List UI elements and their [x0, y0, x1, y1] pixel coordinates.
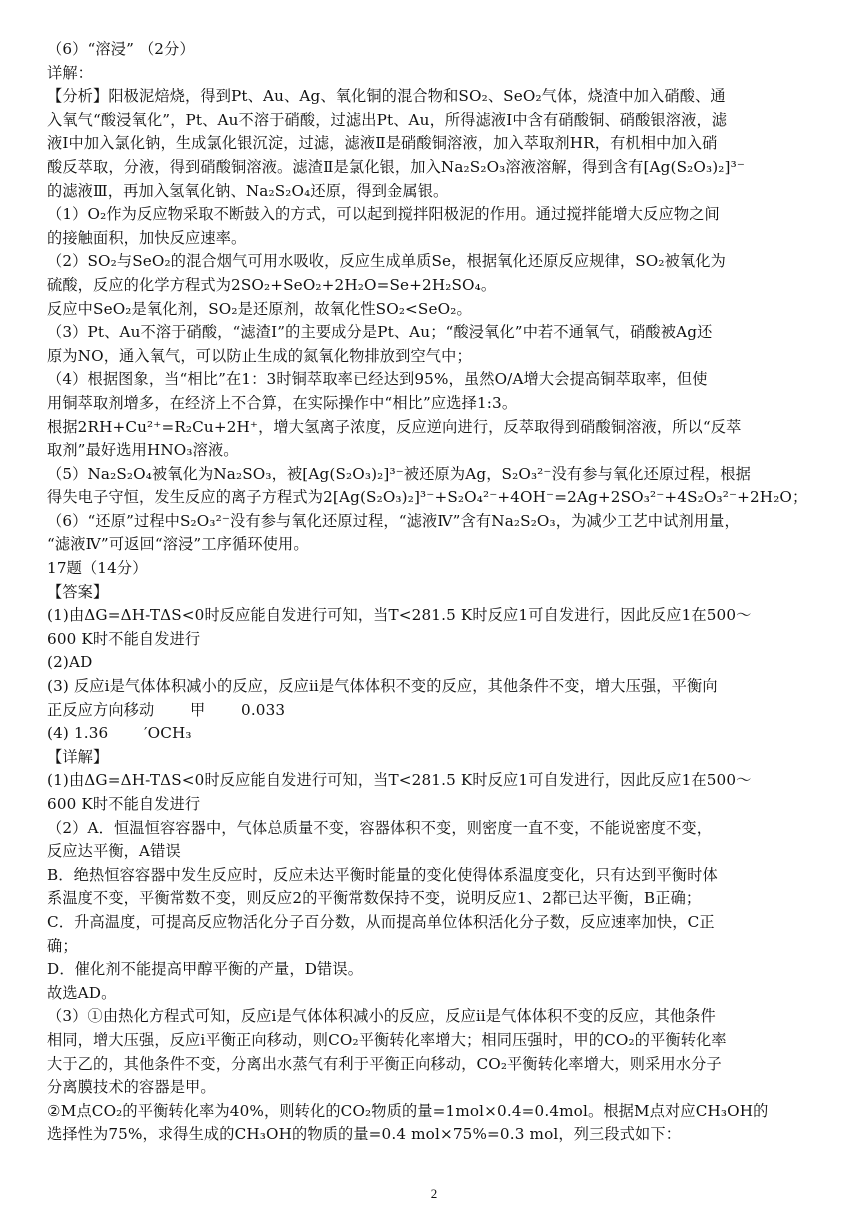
text-line: “滤液Ⅳ”可返回“溶浸”工序循环使用。: [47, 535, 309, 554]
text-line: 硫酸，反应的化学方程式为2SO₂+SeO₂+2H₂O=Se+2H₂SO₄。: [47, 275, 497, 294]
text-line: （1）O₂作为反应物采取不断鼓入的方式，可以起到搅拌阳极泥的作用。通过搅拌能增大反应物之间: [47, 205, 720, 224]
text-line: 17题（14分）: [47, 559, 148, 578]
text-line: 根据2RH+Cu²⁺=R₂Cu+2H⁺，增大氢离子浓度，反应逆向进行，反萃取得到硝酸铜溶液，所以“反萃: [47, 417, 742, 436]
text-line: 的滤液Ⅲ，再加入氢氧化钠、Na₂S₂O₄还原，得到金属银。: [47, 181, 449, 200]
text-line: 原为NO，通入氧气，可以防止生成的氮氧化物排放到空气中；: [47, 346, 472, 365]
text-line: 确；: [47, 936, 78, 955]
text-line: 大于乙的，其他条件不变，分离出水蒸气有利于平衡正向移动，CO₂平衡转化率增大，则采用水分子: [47, 1054, 722, 1073]
text-line: （6）“溶浸” （2分）: [47, 40, 195, 58]
text-line: (1)由ΔG=ΔH-TΔS<0时反应能自发进行可知，当T<281.5 K时反应1可自发进行，因此反应1在500～: [47, 771, 752, 790]
text-line: (3) 反应ⅰ是气体体积减小的反应，反应ⅱ是气体体积不变的反应，其他条件不变，增大压强，平衡向: [47, 677, 718, 696]
text-line: 反应达平衡，A错误: [47, 842, 181, 861]
document-body: [47, 38, 827, 1147]
text-line: 取剂”最好选用HNO₃溶液。: [47, 441, 239, 460]
text-line: 【分析】阳极泥焙烧，得到Pt、Au、Ag、氧化铜的混合物和SO₂、SeO₂气体，烧渣中加入硝酸、通: [47, 87, 726, 106]
text-line: C．升高温度，可提高反应物活化分子百分数，从而提高单位体积活化分子数，反应速率加快，C正: [47, 912, 715, 931]
text-line: 【答案】: [47, 582, 109, 601]
text-line: D．催化剂不能提高甲醇平衡的产量，D错误。: [47, 960, 364, 979]
text-line: （2）SO₂与SeO₂的混合烟气可用水吸收，反应生成单质Se，根据氧化还原反应规律，SO₂被氧化为: [47, 252, 726, 271]
text-line: （5）Na₂S₂O₄被氧化为Na₂SO₃，被[Ag(S₂O₃)₂]³⁻被还原为Ag，S₂O₃²⁻没有参与氧化还原过程，根据: [47, 464, 751, 483]
text-line: 分离膜技术的容器是甲。: [47, 1078, 216, 1097]
text-line: 600 K时不能自发进行: [47, 629, 201, 648]
text-line: 液Ⅰ中加入氯化钠，生成氯化银沉淀，过滤，滤液Ⅱ是硝酸铜溶液，加入萃取剂HR，有机相中加入硝: [47, 134, 718, 153]
text-line: 相同，增大压强，反应ⅰ平衡正向移动，则CO₂平衡转化率增大；相同压强时，甲的CO₂的平衡转化率: [47, 1030, 727, 1049]
text-line: 故选AD。: [47, 983, 117, 1002]
text-line: （6）“还原”过程中S₂O₃²⁻没有参与氧化还原过程，“滤液Ⅳ”含有Na₂S₂O₃，为减少工艺中试剂用量，: [47, 511, 740, 530]
text-line: (2)AD: [47, 653, 93, 672]
page-number: 2: [430, 1186, 438, 1201]
text-line: 入氧气“酸浸氧化”，Pt、Au不溶于硝酸，过滤出Pt、Au，所得滤液Ⅰ中含有硝酸铜、硝酸银溶液，滤: [47, 110, 728, 129]
text-line: 的接触面积，加快反应速率。: [47, 228, 247, 247]
text-line: (1)由ΔG=ΔH-TΔS<0时反应能自发进行可知，当T<281.5 K时反应1可自发进行，因此反应1在500～: [47, 606, 752, 625]
text-line: ②M点CO₂的平衡转化率为40%，则转化的CO₂物质的量=1mol×0.4=0.4mol。根据M点对应CH₃OH的: [47, 1101, 769, 1120]
text-line: B．绝热恒容容器中发生反应时，反应未达平衡时能量的变化使得体系温度变化，只有达到平衡时体: [47, 865, 718, 884]
text-line: 【详解】: [47, 747, 109, 766]
text-line: （3）Pt、Au不溶于硝酸，“滤渣Ⅰ”的主要成分是Pt、Au；“酸浸氧化”中若不通氧气，硝酸被Ag还: [47, 323, 713, 342]
text-line: 得失电子守恒，发生反应的离子方程式为2[Ag(S₂O₃)₂]³⁻+S₂O₄²⁻+4OH⁻=2Ag+2SO₃²⁻+4S₂O₃²⁻+2H₂O；: [47, 488, 808, 507]
text-line: (4) 1.36 ′OCH₃: [47, 724, 192, 743]
text-line: 选择性为75%，求得生成的CH₃OH的物质的量=0.4 mol×75%=0.3 mol，列三段式如下：: [47, 1125, 682, 1144]
text-line: 正反应方向移动 甲 0.033: [47, 700, 286, 719]
text-line: 反应中SeO₂是氧化剂，SO₂是还原剂，故氧化性SO₂<SeO₂。: [47, 299, 472, 318]
text-line: 详解：: [47, 63, 94, 82]
text-line: （2）A．恒温恒容容器中，气体总质量不变，容器体积不变，则密度一直不变，不能说密度不变，: [47, 818, 713, 837]
text-line: 酸反萃取，分液，得到硝酸铜溶液。滤渣Ⅱ是氯化银，加入Na₂S₂O₃溶液溶解，得到含有[Ag(S₂O₃)₂]³⁻: [47, 157, 746, 176]
text-line: 600 K时不能自发进行: [47, 795, 201, 813]
text-line: 用铜萃取剂增多，在经济上不合算，在实际操作中“相比”应选择1:3。: [47, 393, 518, 412]
text-line: （4）根据图象，当“相比”在1：3时铜萃取率已经达到95%，虽然O/A增大会提高铜萃取率，但使: [47, 370, 708, 389]
text-line: 系温度不变，平衡常数不变，则反应2的平衡常数保持不变，说明反应1、2都已达平衡，B正确；: [47, 889, 702, 908]
text-line: （3）①由热化方程式可知，反应ⅰ是气体体积减小的反应，反应ⅱ是气体体积不变的反应，其他条件: [47, 1007, 716, 1026]
